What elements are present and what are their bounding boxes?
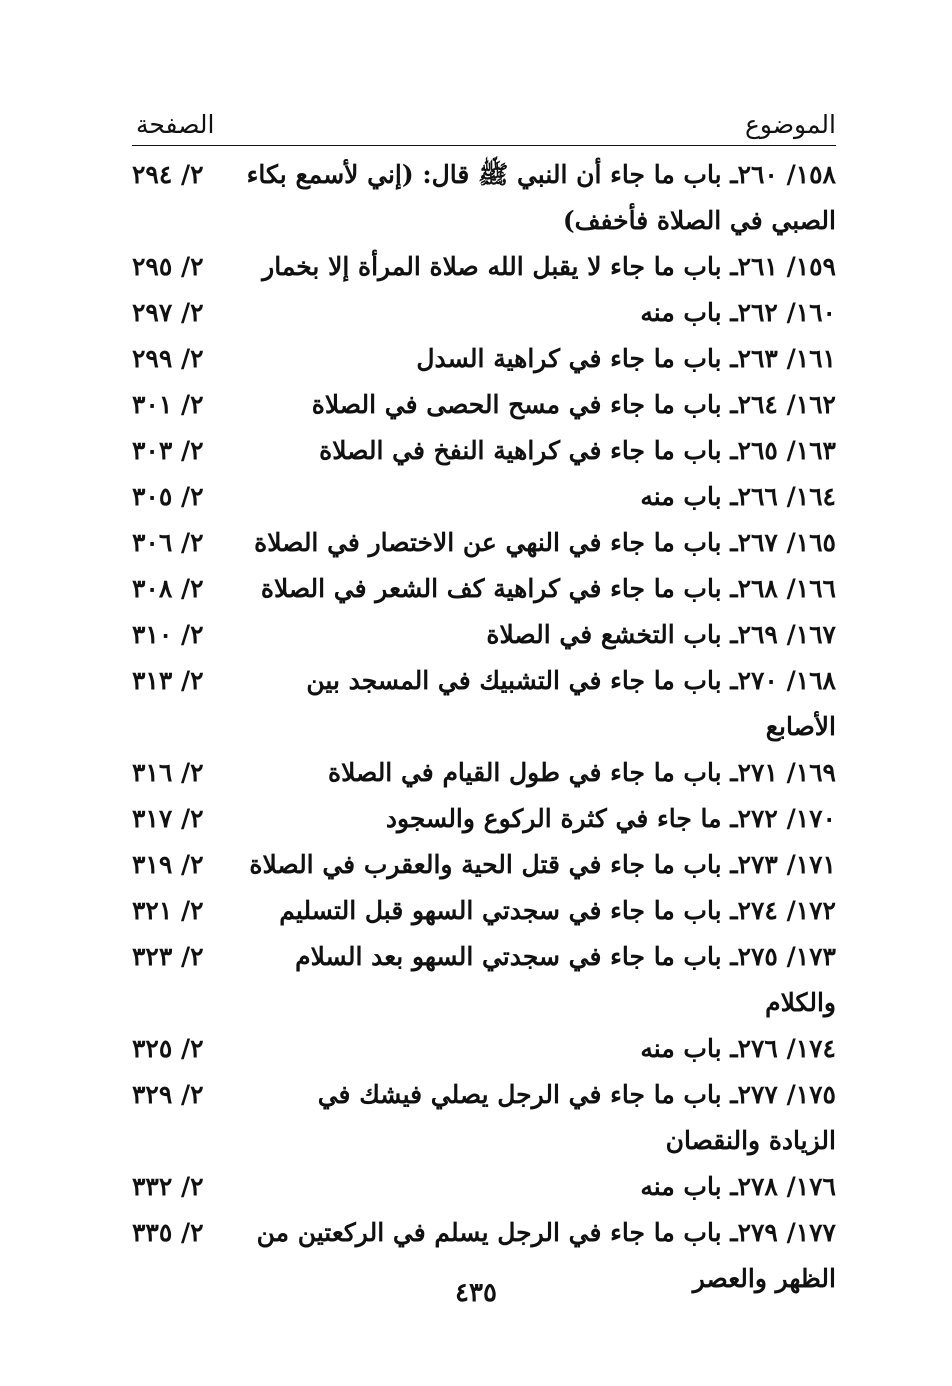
entry-title: ١٧٤/ ٢٧٦ـ باب منه: [640, 1034, 836, 1063]
toc-entry: [132, 842, 836, 888]
toc-entry: [132, 382, 836, 428]
entry-page: ٢/ ٣٠٦: [132, 528, 204, 557]
entry-title: ١٥٩/ ٢٦١ـ باب ما جاء لا يقبل الله صلاة المرأة إلا بخمار: [262, 252, 836, 281]
entry-page: ٢/ ٣٢٩: [132, 1080, 204, 1109]
entry-page: ٢/ ٣٠١: [132, 390, 204, 419]
entry-title: ١٧٠/ ٢٧٢ـ ما جاء في كثرة الركوع والسجود: [385, 804, 836, 833]
entry-title: ١٦٨/ ٢٧٠ـ باب ما جاء في التشبيك في المسجد بين الأصابع: [306, 666, 836, 741]
toc-header: [132, 110, 836, 146]
entry-title: ١٧٦/ ٢٧٨ـ باب منه: [640, 1172, 836, 1201]
entry-page: ٢/ ٣٢١: [132, 896, 204, 925]
toc-entry: [132, 520, 836, 566]
toc-entry: [132, 428, 836, 474]
entry-page: ٢/ ٣١٠: [132, 620, 204, 649]
toc-entry: [132, 612, 836, 658]
toc-entry: [132, 1164, 836, 1210]
toc-entry: [132, 796, 836, 842]
entry-title: ١٦١/ ٢٦٣ـ باب ما جاء في كراهية السدل: [416, 344, 836, 373]
entry-page: ٢/ ٣١٣: [132, 666, 204, 695]
entry-title: ١٧٧/ ٢٧٩ـ باب ما جاء في الرجل يسلم في الركعتين من الظهر والعصر: [256, 1218, 836, 1293]
entry-title: ١٦٠/ ٢٦٢ـ باب منه: [640, 298, 836, 327]
entry-title: ١٦٢/ ٢٦٤ـ باب ما جاء في مسح الحصى في الصلاة: [311, 390, 836, 419]
entry-title: ١٦٣/ ٢٦٥ـ باب ما جاء في كراهية النفخ في الصلاة: [319, 436, 836, 465]
toc-entry: [132, 1026, 836, 1072]
entry-title: ١٦٩/ ٢٧١ـ باب ما جاء في طول القيام في الصلاة: [328, 758, 836, 787]
entry-page: ٢/ ٣١٦: [132, 758, 204, 787]
entry-title: ١٧١/ ٢٧٣ـ باب ما جاء في قتل الحية والعقرب في الصلاة: [249, 850, 836, 879]
page-column-label: الصفحة: [136, 110, 215, 139]
entry-title: ١٦٥/ ٢٦٧ـ باب ما جاء في النهي عن الاختصار في الصلاة: [254, 528, 836, 557]
toc-entry: [132, 658, 836, 750]
entry-page: ٢/ ٢٩٧: [132, 298, 204, 327]
header-rule: [132, 145, 836, 146]
entry-title: ١٦٧/ ٢٦٩ـ باب التخشع في الصلاة: [486, 620, 836, 649]
entry-title: ١٦٤/ ٢٦٦ـ باب منه: [640, 482, 836, 511]
entry-page: ٢/ ٣٢٥: [132, 1034, 204, 1063]
entry-title: ١٦٦/ ٢٦٨ـ باب ما جاء في كراهية كف الشعر في الصلاة: [260, 574, 836, 603]
entry-page: ٢/ ٣٠٣: [132, 436, 204, 465]
toc-entry: [132, 152, 836, 244]
topic-column-label: الموضوع: [745, 110, 836, 139]
entry-page: ٢/ ٣١٧: [132, 804, 204, 833]
entry-title: ١٧٢/ ٢٧٤ـ باب ما جاء في سجدتي السهو قبل التسليم: [279, 896, 836, 925]
toc-entry: [132, 750, 836, 796]
toc-entry: [132, 336, 836, 382]
entry-page: ٢/ ٣٢٣: [132, 942, 204, 971]
toc-list: [132, 152, 836, 1302]
toc-entry: [132, 1072, 836, 1164]
entry-page: ٢/ ٢٩٤: [132, 160, 204, 189]
entry-title: ١٥٨/ ٢٦٠ـ باب ما جاء أن النبي ﷺ قال: (إني لأسمع بكاء الصبي في الصلاة فأخفف): [246, 160, 836, 235]
toc-entry: [132, 474, 836, 520]
toc-entry: [132, 934, 836, 1026]
entry-page: ٢/ ٣٣٥: [132, 1218, 204, 1247]
entry-title: ١٧٥/ ٢٧٧ـ باب ما جاء في الرجل يصلي فيشك في الزيادة والنقصان: [317, 1080, 836, 1155]
toc-entry: [132, 244, 836, 290]
page-number: ٤٣٥: [455, 1278, 497, 1308]
entry-page: ٢/ ٣١٩: [132, 850, 204, 879]
entry-title: ١٧٣/ ٢٧٥ـ باب ما جاء في سجدتي السهو بعد السلام والكلام: [295, 942, 836, 1017]
entry-page: ٢/ ٢٩٩: [132, 344, 204, 373]
toc-entry: [132, 566, 836, 612]
toc-entry: [132, 290, 836, 336]
toc-entry: [132, 888, 836, 934]
entry-page: ٢/ ٣٣٢: [132, 1172, 204, 1201]
entry-page: ٢/ ٣٠٥: [132, 482, 204, 511]
entry-page: ٢/ ٢٩٥: [132, 252, 204, 281]
entry-page: ٢/ ٣٠٨: [132, 574, 204, 603]
